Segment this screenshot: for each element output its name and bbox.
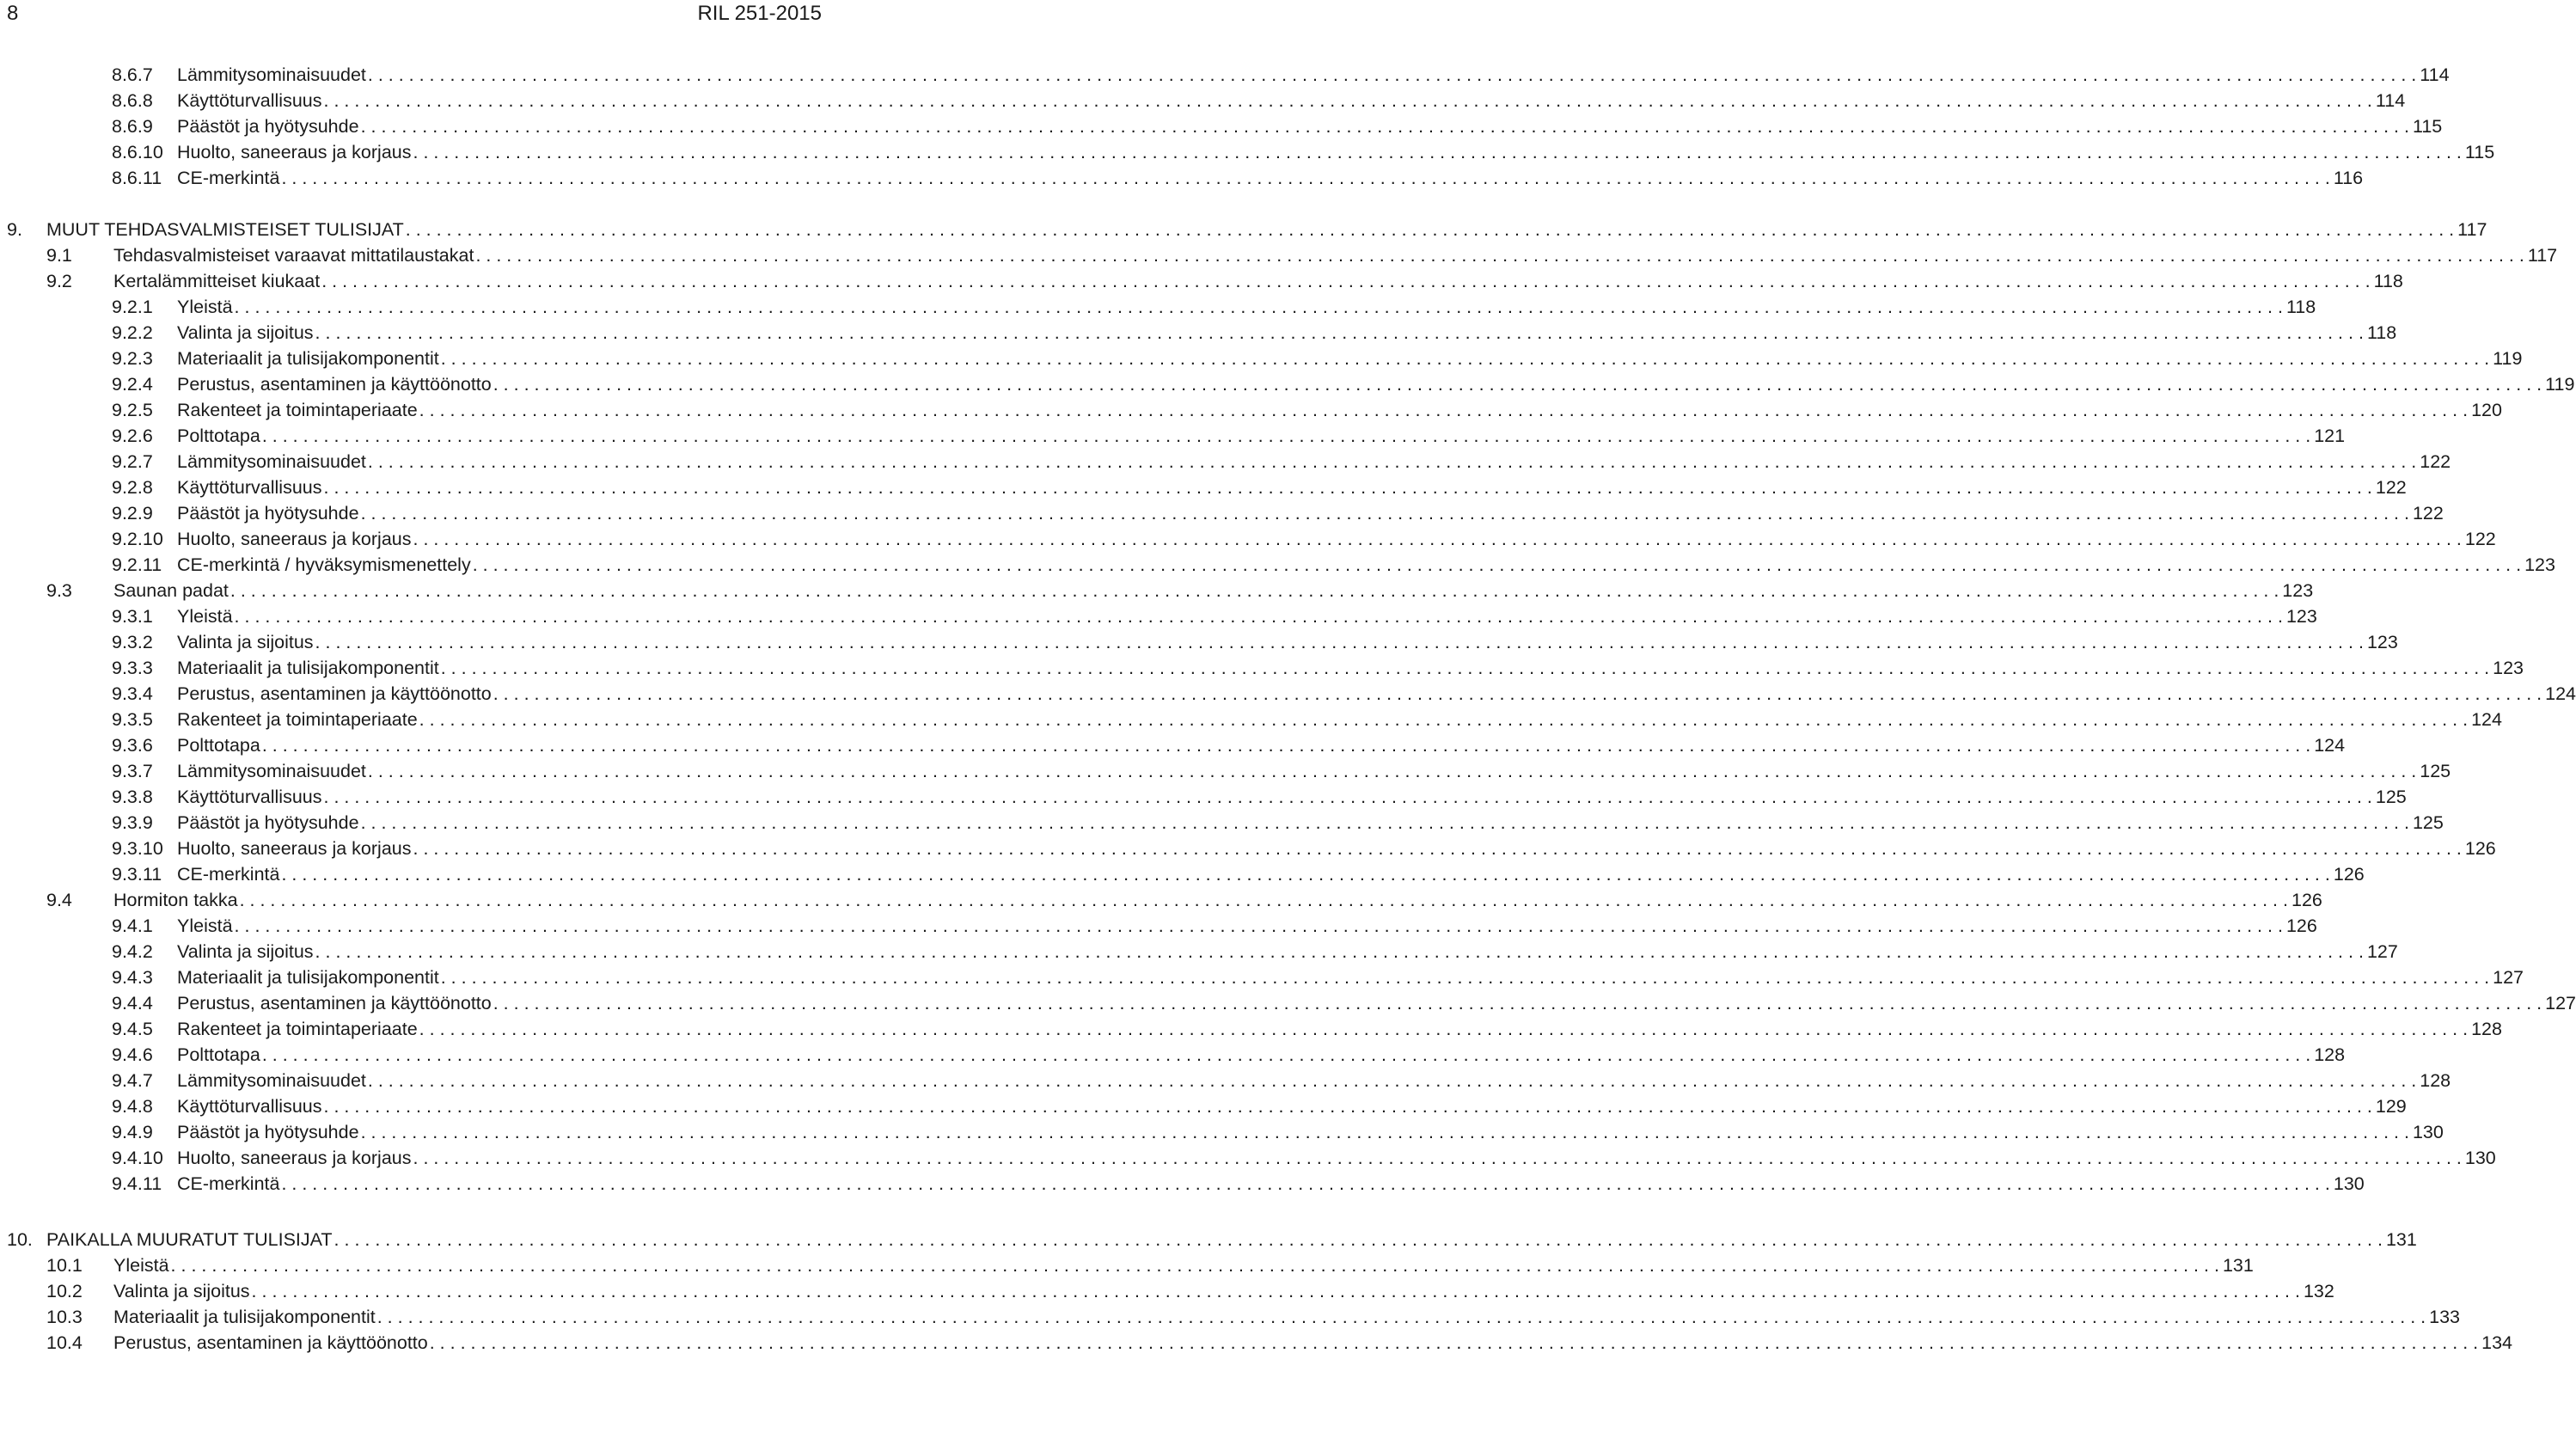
toc-entry-line (113, 1304, 2460, 1330)
toc-entry-title: Polttotapa (177, 1044, 260, 1065)
toc-entry-number: 10.4 (46, 1332, 83, 1353)
toc-entry-title: Huolto, saneeraus ja korjaus (177, 1148, 412, 1168)
toc-entry-line (177, 552, 2555, 578)
toc-entry-page: 128 (2471, 1019, 2502, 1039)
toc-entry-title: Huolto, saneeraus ja korjaus (177, 838, 412, 859)
toc-entry-line (46, 1227, 2417, 1252)
toc-entry[interactable] (0, 217, 2487, 242)
toc-entry-number: 9.3.6 (112, 735, 153, 756)
toc-entry-line (177, 500, 2444, 526)
toc-entry-line (177, 681, 2576, 707)
dot-leader: . . . . . . . . . . . . . . . . . . . . . . . . . . . . . . . . . . . . . . . . . . . . . . . . . . . . . . . . . . . . . . . . . . . . . . . . . . . . . . . . . . . . . . . . . . . . . . . . . . . . . . . . . . . . . . . . . . . . . . . . . . . . . . . . . . . . . . . . . . . . . . . . . . . . . . . . . . . . . . . . . . . . . . . . . . . . . . . . . . . . . . . . . . . . . . . . . . . . . . . . (234, 297, 2283, 317)
toc-entry-number: 9.2.5 (112, 400, 153, 420)
toc-entry[interactable] (0, 88, 2406, 113)
dot-leader: . . . . . . . . . . . . . . . . . . . . . . . . . . . . . . . . . . . . . . . . . . . . . . . . . . . . . . . . . . . . . . . . . . . . . . . . . . . . . . . . . . . . . . . . . . . . . . . . . . . . . . . . . . . . . . . . . . . . . . . . . . . . . . . . . . . . . . . . . . . . . . . . . . . . . . . . . . . . . . . . . . . . . . . . . . . . . . . . . . . . . . . . . . . . . . . . . . . . . . . . (315, 322, 2364, 343)
dot-leader: . . . . . . . . . . . . . . . . . . . . . . . . . . . . . . . . . . . . . . . . . . . . . . . . . . . . . . . . . . . . . . . . . . . . . . . . . . . . . . . . . . . . . . . . . . . . . . . . . . . . . . . . . . . . . . . . . . . . . . . . . . . . . . . . . . . . . . . . . . . . . . . . . . . . . . . . . . . . . . . . . . . . . . . . . . . . . . . . . . . . . . . . . . . . . . . . . . . . . . . . (429, 1332, 2479, 1353)
toc-entry-page: 115 (2464, 142, 2495, 162)
toc-entry-title: Rakenteet ja toimintaperiaate (177, 1019, 418, 1039)
toc-entry-number: 9.3.4 (112, 683, 153, 704)
toc-entry[interactable] (0, 449, 2451, 475)
toc-entry[interactable] (0, 500, 2444, 526)
toc-entry-number: 8.6.8 (112, 90, 153, 111)
toc-entry[interactable] (0, 964, 2524, 990)
toc-entry-title: Hormiton takka (113, 890, 238, 910)
toc-entry-title: CE-merkintä (177, 168, 280, 188)
toc-entry-page: 118 (2373, 271, 2403, 291)
toc-entry-title: Yleistä (177, 297, 233, 317)
toc-entry-line (177, 732, 2346, 758)
toc-entry-page: 119 (2545, 374, 2575, 395)
toc-entry-line (177, 371, 2575, 397)
toc-entry-line (177, 1042, 2346, 1068)
toc-entry-title: Valinta ja sijoitus (177, 941, 314, 962)
toc-entry-title: CE-merkintä (177, 1173, 280, 1194)
toc-entry[interactable] (0, 758, 2451, 784)
dot-leader: . . . . . . . . . . . . . . . . . . . . . . . . . . . . . . . . . . . . . . . . . . . . . . . . . . . . . . . . . . . . . . . . . . . . . . . . . . . . . . . . . . . . . . . . . . . . . . . . . . . . . . . . . . . . . . . . . . . . . . . . . . . . . . . . . . . . . . . . . . . . . . . . . . . . . . . . . . . . . . . . . . . . . . . . . . . . . . . . . . . . . . . . . . . . . . . . . . . . . . . . (323, 90, 2372, 111)
toc-entry-number: 9.3.11 (112, 864, 162, 885)
dot-leader: . . . . . . . . . . . . . . . . . . . . . . . . . . . . . . . . . . . . . . . . . . . . . . . . . . . . . . . . . . . . . . . . . . . . . . . . . . . . . . . . . . . . . . . . . . . . . . . . . . . . . . . . . . . . . . . . . . . . . . . . . . . . . . . . . . . . . . . . . . . . . . . . . . . . . . . . . . . . . . . . . . . . . . . . . . . . . . . . . . . . . . . . . . . . . . . . . . . . . . . . (360, 503, 2409, 524)
toc-entry-line (113, 1252, 2254, 1278)
dot-leader: . . . . . . . . . . . . . . . . . . . . . . . . . . . . . . . . . . . . . . . . . . . . . . . . . . . . . . . . . . . . . . . . . . . . . . . . . . . . . . . . . . . . . . . . . . . . . . . . . . . . . . . . . . . . . . . . . . . . . . . . . . . . . . . . . . . . . . . . . . . . . . . . . . . . . . . . . . . . . . . . . . . . . . . . . . . . . . . . . . . . . . . . . . . . . . . . . . . . . . . . (367, 451, 2417, 472)
toc-entry-page: 117 (2457, 219, 2487, 240)
toc-entry-title: Yleistä (177, 606, 233, 627)
toc-entry-line (177, 1119, 2444, 1145)
toc-entry-line (177, 88, 2406, 113)
toc-entry-number: 10.2 (46, 1281, 83, 1301)
dot-leader: . . . . . . . . . . . . . . . . . . . . . . . . . . . . . . . . . . . . . . . . . . . . . . . . . . . . . . . . . . . . . . . . . . . . . . . . . . . . . . . . . . . . . . . . . . . . . . . . . . . . . . . . . . . . . . . . . . . . . . . . . . . . . . . . . . . . . . . . . . . . . . . . . . . . . . . . . . . . . . . . . . . . . . . . . . . . . . . . . . . . . . . . . . . . . . . . . . . . . . . . (315, 941, 2364, 962)
dot-leader: . . . . . . . . . . . . . . . . . . . . . . . . . . . . . . . . . . . . . . . . . . . . . . . . . . . . . . . . . . . . . . . . . . . . . . . . . . . . . . . . . . . . . . . . . . . . . . . . . . . . . . . . . . . . . . . . . . . . . . . . . . . . . . . . . . . . . . . . . . . . . . . . . . . . . . . . . . . . . . . . . . . . . . . . . . . . . . . . . . . . . . . . . . . . . . . . . . . . . . . . (323, 787, 2372, 807)
toc-entry-title: Lämmitysominaisuudet (177, 761, 366, 781)
dot-leader: . . . . . . . . . . . . . . . . . . . . . . . . . . . . . . . . . . . . . . . . . . . . . . . . . . . . . . . . . . . . . . . . . . . . . . . . . . . . . . . . . . . . . . . . . . . . . . . . . . . . . . . . . . . . . . . . . . . . . . . . . . . . . . . . . . . . . . . . . . . . . . . . . . . . . . . . . . . . . . . . . . . . . . . . . . . . . . . . . . . . . . . . . . . . . . . . . . . . . . . . (261, 1044, 2311, 1065)
toc-entry[interactable] (0, 1119, 2444, 1145)
toc-entry-page: 123 (2366, 632, 2398, 652)
toc-entry-number: 9.2.7 (112, 451, 153, 472)
dot-leader: . . . . . . . . . . . . . . . . . . . . . . . . . . . . . . . . . . . . . . . . . . . . . . . . . . . . . . . . . . . . . . . . . . . . . . . . . . . . . . . . . . . . . . . . . . . . . . . . . . . . . . . . . . . . . . . . . . . . . . . . . . . . . . . . . . . . . . . . . . . . . . . . . . . . . . . . . . . . . . . . . . . . . . . . . . . . . . . . . . . . . . . . . . . . . . . . . . . . . . . . (333, 1229, 2383, 1250)
toc-entry[interactable] (0, 346, 2523, 371)
toc-entry-line (177, 62, 2450, 88)
dot-leader: . . . . . . . . . . . . . . . . . . . . . . . . . . . . . . . . . . . . . . . . . . . . . . . . . . . . . . . . . . . . . . . . . . . . . . . . . . . . . . . . . . . . . . . . . . . . . . . . . . . . . . . . . . . . . . . . . . . . . . . . . . . . . . . . . . . . . . . . . . . . . . . . . . . . . . . . . . . . . . . . . . . . . . . . . . . . . . . . . . . . . . . . . . . . . . . . . . . . . . . . (315, 632, 2364, 652)
dot-leader: . . . . . . . . . . . . . . . . . . . . . . . . . . . . . . . . . . . . . . . . . . . . . . . . . . . . . . . . . . . . . . . . . . . . . . . . . . . . . . . . . . . . . . . . . . . . . . . . . . . . . . . . . . . . . . . . . . . . . . . . . . . . . . . . . . . . . . . . . . . . . . . . . . . . . . . . . . . . . . . . . . . . . . . . . . . . . . . . . . . . . . . . . . . . . . . . . . . . . . . . (281, 864, 2330, 885)
toc-entry-number: 9. (7, 219, 22, 240)
toc-entry[interactable] (0, 526, 2496, 552)
toc-entry-line (177, 449, 2451, 475)
toc-entry-page: 116 (2333, 168, 2364, 188)
dot-leader: . . . . . . . . . . . . . . . . . . . . . . . . . . . . . . . . . . . . . . . . . . . . . . . . . . . . . . . . . . . . . . . . . . . . . . . . . . . . . . . . . . . . . . . . . . . . . . . . . . . . . . . . . . . . . . . . . . . . . . . . . . . . . . . . . . . . . . . . . . . . . . . . . . . . . . . . . . . . . . . . . . . . . . . . . . . . . . . . . . . . . . . . . . . . . . . . . . . . . . . . (405, 219, 2455, 240)
toc-entry-line (113, 887, 2322, 913)
toc-entry-title: CE-merkintä / hyväksymismenettely (177, 554, 471, 575)
toc-entry-line (177, 784, 2407, 810)
toc-entry-number: 10.1 (46, 1255, 83, 1276)
dot-leader: . . . . . . . . . . . . . . . . . . . . . . . . . . . . . . . . . . . . . . . . . . . . . . . . . . . . . . . . . . . . . . . . . . . . . . . . . . . . . . . . . . . . . . . . . . . . . . . . . . . . . . . . . . . . . . . . . . . . . . . . . . . . . . . . . . . . . . . . . . . . . . . . . . . . . . . . . . . . . . . . . . . . . . . . . . . . . . . . . . . . . . . . . . . . . . . . . . . . . . . . (493, 374, 2542, 395)
toc-entry[interactable] (0, 371, 2575, 397)
toc-entry-line (177, 1145, 2496, 1171)
toc-entry-page: 134 (2481, 1332, 2512, 1353)
toc-entry[interactable] (0, 320, 2397, 346)
toc-entry-page: 121 (2314, 426, 2346, 446)
dot-leader: . . . . . . . . . . . . . . . . . . . . . . . . . . . . . . . . . . . . . . . . . . . . . . . . . . . . . . . . . . . . . . . . . . . . . . . . . . . . . . . . . . . . . . . . . . . . . . . . . . . . . . . . . . . . . . . . . . . . . . . . . . . . . . . . . . . . . . . . . . . . . . . . . . . . . . . . . . . . . . . . . . . . . . . . . . . . . . . . . . . . . . . . . . . . . . . . . . . . . . . . (261, 735, 2311, 756)
toc-entry[interactable] (0, 990, 2576, 1016)
toc-entry-number: 9.4.3 (112, 967, 153, 988)
dot-leader: . . . . . . . . . . . . . . . . . . . . . . . . . . . . . . . . . . . . . . . . . . . . . . . . . . . . . . . . . . . . . . . . . . . . . . . . . . . . . . . . . . . . . . . . . . . . . . . . . . . . . . . . . . . . . . . . . . . . . . . . . . . . . . . . . . . . . . . . . . . . . . . . . . . . . . . . . . . . . . . . . . . . . . . . . . . . . . . . . . . . . . . . . . . . . . . . . . . . . . . . (323, 1096, 2372, 1117)
toc-entry[interactable] (0, 165, 2364, 191)
toc-entry[interactable] (0, 62, 2450, 88)
toc-entry-title: Tehdasvalmisteiset varaavat mittatilaustakat (113, 245, 474, 266)
toc-entry[interactable] (0, 707, 2502, 732)
toc-entry-line (113, 1278, 2334, 1304)
toc-entry-line (177, 655, 2524, 681)
dot-leader: . . . . . . . . . . . . . . . . . . . . . . . . . . . . . . . . . . . . . . . . . . . . . . . . . . . . . . . . . . . . . . . . . . . . . . . . . . . . . . . . . . . . . . . . . . . . . . . . . . . . . . . . . . . . . . . . . . . . . . . . . . . . . . . . . . . . . . . . . . . . . . . . . . . . . . . . . . . . . . . . . . . . . . . . . . . . . . . . . . . . . . . . . . . . . . . . . . . . . . . . (261, 426, 2311, 446)
toc-entry-line (177, 320, 2397, 346)
toc-entry-page: 117 (2527, 245, 2558, 266)
toc-entry-title: Rakenteet ja toimintaperiaate (177, 709, 418, 730)
toc-entry-line (177, 1016, 2502, 1042)
toc-entry-page: 123 (2282, 580, 2314, 601)
toc-entry-number: 9.4.8 (112, 1096, 153, 1117)
toc-entry-line (177, 836, 2496, 861)
toc-entry-page: 132 (2303, 1281, 2334, 1301)
toc-entry-title: Materiaalit ja tulisijakomponentit (177, 967, 439, 988)
dot-leader: . . . . . . . . . . . . . . . . . . . . . . . . . . . . . . . . . . . . . . . . . . . . . . . . . . . . . . . . . . . . . . . . . . . . . . . . . . . . . . . . . . . . . . . . . . . . . . . . . . . . . . . . . . . . . . . . . . . . . . . . . . . . . . . . . . . . . . . . . . . . . . . . . . . . . . . . . . . . . . . . . . . . . . . . . . . . . . . . . . . . . . . . . . . . . . . . . . . . . . . . (419, 400, 2469, 420)
toc-entry-number: 9.4.2 (112, 941, 153, 962)
toc-entry-page: 131 (2222, 1255, 2254, 1276)
dot-leader: . . . . . . . . . . . . . . . . . . . . . . . . . . . . . . . . . . . . . . . . . . . . . . . . . . . . . . . . . . . . . . . . . . . . . . . . . . . . . . . . . . . . . . . . . . . . . . . . . . . . . . . . . . . . . . . . . . . . . . . . . . . . . . . . . . . . . . . . . . . . . . . . . . . . . . . . . . . . . . . . . . . . . . . . . . . . . . . . . . . . . . . . . . . . . . . . . . . . . . . . (440, 348, 2490, 369)
dot-leader: . . . . . . . . . . . . . . . . . . . . . . . . . . . . . . . . . . . . . . . . . . . . . . . . . . . . . . . . . . . . . . . . . . . . . . . . . . . . . . . . . . . . . . . . . . . . . . . . . . . . . . . . . . . . . . . . . . . . . . . . . . . . . . . . . . . . . . . . . . . . . . . . . . . . . . . . . . . . . . . . . . . . . . . . . . . . . . . . . . . . . . . . . . . . . . . . . . . . . . . . (475, 245, 2524, 266)
toc-entry-line (46, 217, 2487, 242)
toc-entry[interactable] (0, 1171, 2365, 1197)
toc-entry[interactable] (0, 1278, 2334, 1304)
toc-entry-title: Lämmitysominaisuudet (177, 64, 366, 85)
toc-entry-title: Materiaalit ja tulisijakomponentit (177, 658, 439, 678)
dot-leader: . . . . . . . . . . . . . . . . . . . . . . . . . . . . . . . . . . . . . . . . . . . . . . . . . . . . . . . . . . . . . . . . . . . . . . . . . . . . . . . . . . . . . . . . . . . . . . . . . . . . . . . . . . . . . . . . . . . . . . . . . . . . . . . . . . . . . . . . . . . . . . . . . . . . . . . . . . . . . . . . . . . . . . . . . . . . . . . . . . . . . . . . . . . . . . . . . . . . . . . . (251, 1281, 2300, 1301)
toc-entry-page: 130 (2464, 1148, 2496, 1168)
toc-entry[interactable] (0, 939, 2398, 964)
toc-entry-page: 130 (2333, 1173, 2365, 1194)
toc-entry-line (177, 603, 2317, 629)
toc-entry-title: Materiaalit ja tulisijakomponentit (177, 348, 439, 369)
toc-entry[interactable] (0, 1304, 2460, 1330)
toc-entry-page: 119 (2493, 348, 2523, 369)
toc-entry-title: Lämmitysominaisuudet (177, 1070, 366, 1091)
toc-entry-page: 122 (2420, 451, 2451, 472)
toc-entry-number: 9.2.6 (112, 426, 153, 446)
toc-entry-page: 118 (2285, 297, 2316, 317)
toc-entry-number: 9.4.4 (112, 993, 153, 1013)
toc-entry[interactable] (0, 1227, 2417, 1252)
toc-entry-number: 9.3.8 (112, 787, 153, 807)
dot-leader: . . . . . . . . . . . . . . . . . . . . . . . . . . . . . . . . . . . . . . . . . . . . . . . . . . . . . . . . . . . . . . . . . . . . . . . . . . . . . . . . . . . . . . . . . . . . . . . . . . . . . . . . . . . . . . . . . . . . . . . . . . . . . . . . . . . . . . . . . . . . . . . . . . . . . . . . . . . . . . . . . . . . . . . . . . . . . . . . . . . . . . . . . . . . . . . . . . . . . . . . (440, 658, 2490, 678)
toc-entry-line (177, 397, 2502, 423)
toc-entry-page: 125 (2412, 812, 2444, 833)
toc-entry-number: 9.2.11 (112, 554, 162, 575)
toc-entry-title: Käyttöturvallisuus (177, 90, 322, 111)
toc-entry-number: 9.2.4 (112, 374, 153, 395)
toc-entry-page: 124 (2545, 683, 2576, 704)
dot-leader: . . . . . . . . . . . . . . . . . . . . . . . . . . . . . . . . . . . . . . . . . . . . . . . . . . . . . . . . . . . . . . . . . . . . . . . . . . . . . . . . . . . . . . . . . . . . . . . . . . . . . . . . . . . . . . . . . . . . . . . . . . . . . . . . . . . . . . . . . . . . . . . . . . . . . . . . . . . . . . . . . . . . . . . . . . . . . . . . . . . . . . . . . . . . . . . . . . . . . . . . (360, 116, 2409, 137)
toc-entry-title: Saunan padat (113, 580, 229, 601)
toc-entry-title: Päästöt ja hyötysuhde (177, 812, 359, 833)
toc-entry-line (177, 629, 2398, 655)
toc-entry-number: 9.4.7 (112, 1070, 153, 1091)
toc-entry-number: 9.3 (46, 580, 72, 601)
toc-entry[interactable] (0, 603, 2317, 629)
toc-entry-title: Perustus, asentaminen ja käyttöönotto (177, 993, 492, 1013)
toc-entry-title: Polttotapa (177, 735, 260, 756)
toc-entry-page: 127 (2545, 993, 2576, 1013)
toc-entry-page: 126 (2285, 915, 2317, 936)
toc-entry-number: 9.3.10 (112, 838, 163, 859)
toc-entry-page: 122 (2375, 477, 2407, 498)
toc-entry-line (177, 939, 2398, 964)
toc-entry-number: 9.4.5 (112, 1019, 153, 1039)
dot-leader: . . . . . . . . . . . . . . . . . . . . . . . . . . . . . . . . . . . . . . . . . . . . . . . . . . . . . . . . . . . . . . . . . . . . . . . . . . . . . . . . . . . . . . . . . . . . . . . . . . . . . . . . . . . . . . . . . . . . . . . . . . . . . . . . . . . . . . . . . . . . . . . . . . . . . . . . . . . . . . . . . . . . . . . . . . . . . . . . . . . . . . . . . . . . . . . . . . . . . . . . (321, 271, 2371, 291)
toc-entry-page: 114 (2375, 90, 2406, 111)
toc-entry[interactable] (0, 1252, 2254, 1278)
toc-entry-line (177, 990, 2576, 1016)
toc-entry-title: Valinta ja sijoitus (177, 632, 314, 652)
toc-entry-number: 9.3.5 (112, 709, 153, 730)
toc-entry-title: Kertalämmitteiset kiukaat (113, 271, 321, 291)
toc-entry-title: Päästöt ja hyötysuhde (177, 503, 359, 524)
toc-entry-line (177, 139, 2495, 165)
toc-entry-title: Käyttöturvallisuus (177, 1096, 322, 1117)
dot-leader: . . . . . . . . . . . . . . . . . . . . . . . . . . . . . . . . . . . . . . . . . . . . . . . . . . . . . . . . . . . . . . . . . . . . . . . . . . . . . . . . . . . . . . . . . . . . . . . . . . . . . . . . . . . . . . . . . . . . . . . . . . . . . . . . . . . . . . . . . . . . . . . . . . . . . . . . . . . . . . . . . . . . . . . . . . . . . . . . . . . . . . . . . . . . . . . . . . . . . . . . (229, 580, 2279, 601)
dot-leader: . . . . . . . . . . . . . . . . . . . . . . . . . . . . . . . . . . . . . . . . . . . . . . . . . . . . . . . . . . . . . . . . . . . . . . . . . . . . . . . . . . . . . . . . . . . . . . . . . . . . . . . . . . . . . . . . . . . . . . . . . . . . . . . . . . . . . . . . . . . . . . . . . . . . . . . . . . . . . . . . . . . . . . . . . . . . . . . . . . . . . . . . . . . . . . . . . . . . . . . . (234, 606, 2283, 627)
toc-entry-number: 8.6.9 (112, 116, 153, 137)
toc-entry[interactable] (0, 1068, 2451, 1093)
toc-entry-title: Käyttöturvallisuus (177, 477, 322, 498)
toc-entry-title: Käyttöturvallisuus (177, 787, 322, 807)
toc-entry[interactable] (0, 423, 2346, 449)
toc-entry-number: 9.3.2 (112, 632, 153, 652)
toc-entry-number: 9.3.7 (112, 761, 153, 781)
toc-entry-number: 10.3 (46, 1307, 83, 1327)
toc-entry-line (177, 964, 2524, 990)
toc-entry-line (177, 758, 2451, 784)
dot-leader: . . . . . . . . . . . . . . . . . . . . . . . . . . . . . . . . . . . . . . . . . . . . . . . . . . . . . . . . . . . . . . . . . . . . . . . . . . . . . . . . . . . . . . . . . . . . . . . . . . . . . . . . . . . . . . . . . . . . . . . . . . . . . . . . . . . . . . . . . . . . . . . . . . . . . . . . . . . . . . . . . . . . . . . . . . . . . . . . . . . . . . . . . . . . . . . . . . . . . . . . (367, 761, 2417, 781)
toc-entry-title: Perustus, asentaminen ja käyttöönotto (177, 374, 492, 395)
dot-leader: . . . . . . . . . . . . . . . . . . . . . . . . . . . . . . . . . . . . . . . . . . . . . . . . . . . . . . . . . . . . . . . . . . . . . . . . . . . . . . . . . . . . . . . . . . . . . . . . . . . . . . . . . . . . . . . . . . . . . . . . . . . . . . . . . . . . . . . . . . . . . . . . . . . . . . . . . . . . . . . . . . . . . . . . . . . . . . . . . . . . . . . . . . . . . . . . . . . . . . . . (281, 168, 2330, 188)
toc-entry-number: 8.6.7 (112, 64, 153, 85)
toc-entry-line (177, 913, 2317, 939)
toc-entry-page: 120 (2471, 400, 2502, 420)
toc-entry-number: 9.2.10 (112, 529, 163, 549)
toc-entry-page: 125 (2375, 787, 2407, 807)
toc-entry-title: Valinta ja sijoitus (113, 1281, 250, 1301)
toc-entry-page: 118 (2366, 322, 2397, 343)
toc-entry-line (177, 707, 2502, 732)
toc-entry-page: 126 (2291, 890, 2322, 910)
toc-entry-number: 9.2.3 (112, 348, 153, 369)
toc-entry-title: Perustus, asentaminen ja käyttöönotto (113, 1332, 428, 1353)
toc-entry-line (177, 861, 2365, 887)
toc-entry-page: 124 (2314, 735, 2346, 756)
toc-entry-title: Päästöt ja hyötysuhde (177, 1122, 359, 1142)
toc-entry[interactable] (0, 294, 2316, 320)
toc-entry-page: 123 (2493, 658, 2524, 678)
toc-entry[interactable] (0, 655, 2524, 681)
toc-entry-number: 9.4 (46, 890, 72, 910)
toc-entry[interactable] (0, 732, 2346, 758)
toc-entry-page: 127 (2366, 941, 2398, 962)
dot-leader: . . . . . . . . . . . . . . . . . . . . . . . . . . . . . . . . . . . . . . . . . . . . . . . . . . . . . . . . . . . . . . . . . . . . . . . . . . . . . . . . . . . . . . . . . . . . . . . . . . . . . . . . . . . . . . . . . . . . . . . . . . . . . . . . . . . . . . . . . . . . . . . . . . . . . . . . . . . . . . . . . . . . . . . . . . . . . . . . . . . . . . . . . . . . . . . . . . . . . . . . (367, 64, 2417, 85)
dot-leader: . . . . . . . . . . . . . . . . . . . . . . . . . . . . . . . . . . . . . . . . . . . . . . . . . . . . . . . . . . . . . . . . . . . . . . . . . . . . . . . . . . . . . . . . . . . . . . . . . . . . . . . . . . . . . . . . . . . . . . . . . . . . . . . . . . . . . . . . . . . . . . . . . . . . . . . . . . . . . . . . . . . . . . . . . . . . . . . . . . . . . . . . . . . . . . . . . . . . . . . . (419, 709, 2469, 730)
dot-leader: . . . . . . . . . . . . . . . . . . . . . . . . . . . . . . . . . . . . . . . . . . . . . . . . . . . . . . . . . . . . . . . . . . . . . . . . . . . . . . . . . . . . . . . . . . . . . . . . . . . . . . . . . . . . . . . . . . . . . . . . . . . . . . . . . . . . . . . . . . . . . . . . . . . . . . . . . . . . . . . . . . . . . . . . . . . . . . . . . . . . . . . . . . . . . . . . . . . . . . . . (360, 1122, 2409, 1142)
toc-entry-title: Perustus, asentaminen ja käyttöönotto (177, 683, 492, 704)
toc-entry[interactable] (0, 681, 2576, 707)
toc-entry[interactable] (0, 578, 2314, 603)
toc-entry-number: 9.4.10 (112, 1148, 163, 1168)
toc-entry[interactable] (0, 836, 2496, 861)
toc-entry-number: 9.1 (46, 245, 72, 266)
toc-entry-title: Lämmitysominaisuudet (177, 451, 366, 472)
toc-entry-number: 9.2.8 (112, 477, 153, 498)
toc-entry-number: 9.3.3 (112, 658, 153, 678)
toc-entry-number: 9.2.9 (112, 503, 153, 524)
toc-entry-number: 10. (7, 1229, 33, 1250)
toc-entry-line (113, 268, 2403, 294)
toc-entry-page: 125 (2420, 761, 2451, 781)
toc-entry-number: 9.4.1 (112, 915, 153, 936)
dot-leader: . . . . . . . . . . . . . . . . . . . . . . . . . . . . . . . . . . . . . . . . . . . . . . . . . . . . . . . . . . . . . . . . . . . . . . . . . . . . . . . . . . . . . . . . . . . . . . . . . . . . . . . . . . . . . . . . . . . . . . . . . . . . . . . . . . . . . . . . . . . . . . . . . . . . . . . . . . . . . . . . . . . . . . . . . . . . . . . . . . . . . . . . . . . . . . . . . . . . . . . . (413, 838, 2462, 859)
toc-entry[interactable] (0, 1145, 2496, 1171)
toc-entry-title: Yleistä (113, 1255, 169, 1276)
toc-entry-line (177, 810, 2444, 836)
toc-entry-title: Valinta ja sijoitus (177, 322, 314, 343)
toc-entry-line (177, 526, 2496, 552)
toc-entry-number: 9.4.11 (112, 1173, 162, 1194)
toc-entry[interactable] (0, 810, 2444, 836)
toc-entry-title: Polttotapa (177, 426, 260, 446)
toc-entry-number: 8.6.10 (112, 142, 163, 162)
toc-entry-page: 131 (2385, 1229, 2417, 1250)
toc-entry-title: MUUT TEHDASVALMISTEISET TULISIJAT (46, 219, 404, 240)
toc-entry[interactable] (0, 1042, 2346, 1068)
toc-entry[interactable] (0, 139, 2495, 165)
toc-entry-page: 128 (2420, 1070, 2451, 1091)
toc-entry-page: 130 (2412, 1122, 2444, 1142)
toc-entry-page: 115 (2412, 116, 2443, 137)
dot-leader: . . . . . . . . . . . . . . . . . . . . . . . . . . . . . . . . . . . . . . . . . . . . . . . . . . . . . . . . . . . . . . . . . . . . . . . . . . . . . . . . . . . . . . . . . . . . . . . . . . . . . . . . . . . . . . . . . . . . . . . . . . . . . . . . . . . . . . . . . . . . . . . . . . . . . . . . . . . . . . . . . . . . . . . . . . . . . . . . . . . . . . . . . . . . . . . . . . . . . . . . (419, 1019, 2469, 1039)
toc-entry-page: 124 (2471, 709, 2502, 730)
toc-entry-title: Rakenteet ja toimintaperiaate (177, 400, 418, 420)
dot-leader: . . . . . . . . . . . . . . . . . . . . . . . . . . . . . . . . . . . . . . . . . . . . . . . . . . . . . . . . . . . . . . . . . . . . . . . . . . . . . . . . . . . . . . . . . . . . . . . . . . . . . . . . . . . . . . . . . . . . . . . . . . . . . . . . . . . . . . . . . . . . . . . . . . . . . . . . . . . . . . . . . . . . . . . . . . . . . . . . . . . . . . . . . . . . . . . . . . . . . . . . (413, 1148, 2462, 1168)
dot-leader: . . . . . . . . . . . . . . . . . . . . . . . . . . . . . . . . . . . . . . . . . . . . . . . . . . . . . . . . . . . . . . . . . . . . . . . . . . . . . . . . . . . . . . . . . . . . . . . . . . . . . . . . . . . . . . . . . . . . . . . . . . . . . . . . . . . . . . . . . . . . . . . . . . . . . . . . . . . . . . . . . . . . . . . . . . . . . . . . . . . . . . . . . . . . . . . . . . . . . . . . (239, 890, 2288, 910)
toc-entry-number: 9.2.2 (112, 322, 153, 343)
toc-entry[interactable] (0, 784, 2407, 810)
toc-entry-number: 9.4.9 (112, 1122, 153, 1142)
toc-entry-page: 123 (2285, 606, 2317, 627)
toc-entry[interactable] (0, 268, 2403, 294)
toc-entry-line (177, 294, 2316, 320)
toc-entry-page: 123 (2524, 554, 2555, 575)
toc-entry-page: 114 (2420, 64, 2450, 85)
toc-entry[interactable] (0, 1093, 2407, 1119)
toc-entry-page: 127 (2493, 967, 2524, 988)
toc-entry[interactable] (0, 242, 2558, 268)
toc-entry-title: Huolto, saneeraus ja korjaus (177, 529, 412, 549)
dot-leader: . . . . . . . . . . . . . . . . . . . . . . . . . . . . . . . . . . . . . . . . . . . . . . . . . . . . . . . . . . . . . . . . . . . . . . . . . . . . . . . . . . . . . . . . . . . . . . . . . . . . . . . . . . . . . . . . . . . . . . . . . . . . . . . . . . . . . . . . . . . . . . . . . . . . . . . . . . . . . . . . . . . . . . . . . . . . . . . . . . . . . . . . . . . . . . . . . . . . . . . . (367, 1070, 2417, 1091)
dot-leader: . . . . . . . . . . . . . . . . . . . . . . . . . . . . . . . . . . . . . . . . . . . . . . . . . . . . . . . . . . . . . . . . . . . . . . . . . . . . . . . . . . . . . . . . . . . . . . . . . . . . . . . . . . . . . . . . . . . . . . . . . . . . . . . . . . . . . . . . . . . . . . . . . . . . . . . . . . . . . . . . . . . . . . . . . . . . . . . . . . . . . . . . . . . . . . . . . . . . . . . . (170, 1255, 2219, 1276)
page-number: 8 (7, 2, 19, 25)
toc-entry-line (177, 1068, 2451, 1093)
toc-entry-line (177, 165, 2364, 191)
toc-entry-number: 9.2 (46, 271, 72, 291)
toc-entry-title: Päästöt ja hyötysuhde (177, 116, 359, 137)
toc-entry[interactable] (0, 861, 2365, 887)
toc-entry-page: 129 (2375, 1096, 2407, 1117)
toc-entry-number: 9.3.9 (112, 812, 153, 833)
toc-entry-line (113, 578, 2314, 603)
toc-entry-title: Yleistä (177, 915, 233, 936)
dot-leader: . . . . . . . . . . . . . . . . . . . . . . . . . . . . . . . . . . . . . . . . . . . . . . . . . . . . . . . . . . . . . . . . . . . . . . . . . . . . . . . . . . . . . . . . . . . . . . . . . . . . . . . . . . . . . . . . . . . . . . . . . . . . . . . . . . . . . . . . . . . . . . . . . . . . . . . . . . . . . . . . . . . . . . . . . . . . . . . . . . . . . . . . . . . . . . . . . . . . . . . . (493, 993, 2542, 1013)
dot-leader: . . . . . . . . . . . . . . . . . . . . . . . . . . . . . . . . . . . . . . . . . . . . . . . . . . . . . . . . . . . . . . . . . . . . . . . . . . . . . . . . . . . . . . . . . . . . . . . . . . . . . . . . . . . . . . . . . . . . . . . . . . . . . . . . . . . . . . . . . . . . . . . . . . . . . . . . . . . . . . . . . . . . . . . . . . . . . . . . . . . . . . . . . . . . . . . . . . . . . . . . (440, 967, 2490, 988)
toc-entry-line (177, 1171, 2365, 1197)
toc-entry-number: 9.3.1 (112, 606, 153, 627)
toc-entry-line (177, 475, 2407, 500)
toc-entry[interactable] (0, 552, 2555, 578)
toc-entry[interactable] (0, 1016, 2502, 1042)
toc-entry-line (113, 1330, 2512, 1356)
toc-entry-title: PAIKALLA MUURATUT TULISIJAT (46, 1229, 333, 1250)
toc-entry-number: 9.2.1 (112, 297, 153, 317)
toc-entry[interactable] (0, 113, 2443, 139)
toc-entry-page: 128 (2314, 1044, 2346, 1065)
dot-leader: . . . . . . . . . . . . . . . . . . . . . . . . . . . . . . . . . . . . . . . . . . . . . . . . . . . . . . . . . . . . . . . . . . . . . . . . . . . . . . . . . . . . . . . . . . . . . . . . . . . . . . . . . . . . . . . . . . . . . . . . . . . . . . . . . . . . . . . . . . . . . . . . . . . . . . . . . . . . . . . . . . . . . . . . . . . . . . . . . . . . . . . . . . . . . . . . . . . . . . . . (472, 554, 2522, 575)
dot-leader: . . . . . . . . . . . . . . . . . . . . . . . . . . . . . . . . . . . . . . . . . . . . . . . . . . . . . . . . . . . . . . . . . . . . . . . . . . . . . . . . . . . . . . . . . . . . . . . . . . . . . . . . . . . . . . . . . . . . . . . . . . . . . . . . . . . . . . . . . . . . . . . . . . . . . . . . . . . . . . . . . . . . . . . . . . . . . . . . . . . . . . . . . . . . . . . . . . . . . . . . (493, 683, 2542, 704)
dot-leader: . . . . . . . . . . . . . . . . . . . . . . . . . . . . . . . . . . . . . . . . . . . . . . . . . . . . . . . . . . . . . . . . . . . . . . . . . . . . . . . . . . . . . . . . . . . . . . . . . . . . . . . . . . . . . . . . . . . . . . . . . . . . . . . . . . . . . . . . . . . . . . . . . . . . . . . . . . . . . . . . . . . . . . . . . . . . . . . . . . . . . . . . . . . . . . . . . . . . . . . . (281, 1173, 2330, 1194)
toc-entry[interactable] (0, 1330, 2512, 1356)
toc-entry[interactable] (0, 475, 2407, 500)
table-of-contents (0, 62, 2576, 1356)
toc-entry-page: 126 (2464, 838, 2496, 859)
dot-leader: . . . . . . . . . . . . . . . . . . . . . . . . . . . . . . . . . . . . . . . . . . . . . . . . . . . . . . . . . . . . . . . . . . . . . . . . . . . . . . . . . . . . . . . . . . . . . . . . . . . . . . . . . . . . . . . . . . . . . . . . . . . . . . . . . . . . . . . . . . . . . . . . . . . . . . . . . . . . . . . . . . . . . . . . . . . . . . . . . . . . . . . . . . . . . . . . . . . . . . . . (413, 142, 2462, 162)
toc-entry-line (177, 423, 2346, 449)
toc-entry-line (177, 1093, 2407, 1119)
dot-leader: . . . . . . . . . . . . . . . . . . . . . . . . . . . . . . . . . . . . . . . . . . . . . . . . . . . . . . . . . . . . . . . . . . . . . . . . . . . . . . . . . . . . . . . . . . . . . . . . . . . . . . . . . . . . . . . . . . . . . . . . . . . . . . . . . . . . . . . . . . . . . . . . . . . . . . . . . . . . . . . . . . . . . . . . . . . . . . . . . . . . . . . . . . . . . . . . . . . . . . . . (234, 915, 2283, 936)
toc-entry[interactable] (0, 629, 2398, 655)
toc-entry-page: 133 (2429, 1307, 2460, 1327)
document-code: RIL 251-2015 (697, 2, 822, 25)
toc-entry-line (113, 242, 2558, 268)
dot-leader: . . . . . . . . . . . . . . . . . . . . . . . . . . . . . . . . . . . . . . . . . . . . . . . . . . . . . . . . . . . . . . . . . . . . . . . . . . . . . . . . . . . . . . . . . . . . . . . . . . . . . . . . . . . . . . . . . . . . . . . . . . . . . . . . . . . . . . . . . . . . . . . . . . . . . . . . . . . . . . . . . . . . . . . . . . . . . . . . . . . . . . . . . . . . . . . . . . . . . . . . (360, 812, 2409, 833)
dot-leader: . . . . . . . . . . . . . . . . . . . . . . . . . . . . . . . . . . . . . . . . . . . . . . . . . . . . . . . . . . . . . . . . . . . . . . . . . . . . . . . . . . . . . . . . . . . . . . . . . . . . . . . . . . . . . . . . . . . . . . . . . . . . . . . . . . . . . . . . . . . . . . . . . . . . . . . . . . . . . . . . . . . . . . . . . . . . . . . . . . . . . . . . . . . . . . . . . . . . . . . . (376, 1307, 2426, 1327)
toc-entry-page: 122 (2412, 503, 2444, 524)
toc-entry-number: 9.4.6 (112, 1044, 153, 1065)
toc-entry[interactable] (0, 913, 2317, 939)
dot-leader: . . . . . . . . . . . . . . . . . . . . . . . . . . . . . . . . . . . . . . . . . . . . . . . . . . . . . . . . . . . . . . . . . . . . . . . . . . . . . . . . . . . . . . . . . . . . . . . . . . . . . . . . . . . . . . . . . . . . . . . . . . . . . . . . . . . . . . . . . . . . . . . . . . . . . . . . . . . . . . . . . . . . . . . . . . . . . . . . . . . . . . . . . . . . . . . . . . . . . . . . (413, 529, 2462, 549)
toc-entry-line (177, 346, 2523, 371)
toc-entry-title: CE-merkintä (177, 864, 280, 885)
toc-entry-page: 122 (2464, 529, 2496, 549)
toc-entry[interactable] (0, 397, 2502, 423)
toc-entry-number: 8.6.11 (112, 168, 162, 188)
dot-leader: . . . . . . . . . . . . . . . . . . . . . . . . . . . . . . . . . . . . . . . . . . . . . . . . . . . . . . . . . . . . . . . . . . . . . . . . . . . . . . . . . . . . . . . . . . . . . . . . . . . . . . . . . . . . . . . . . . . . . . . . . . . . . . . . . . . . . . . . . . . . . . . . . . . . . . . . . . . . . . . . . . . . . . . . . . . . . . . . . . . . . . . . . . . . . . . . . . . . . . . . (323, 477, 2372, 498)
toc-entry[interactable] (0, 887, 2322, 913)
toc-entry-line (177, 113, 2443, 139)
toc-entry-title: Huolto, saneeraus ja korjaus (177, 142, 412, 162)
toc-entry-title: Materiaalit ja tulisijakomponentit (113, 1307, 376, 1327)
toc-entry-page: 126 (2333, 864, 2365, 885)
